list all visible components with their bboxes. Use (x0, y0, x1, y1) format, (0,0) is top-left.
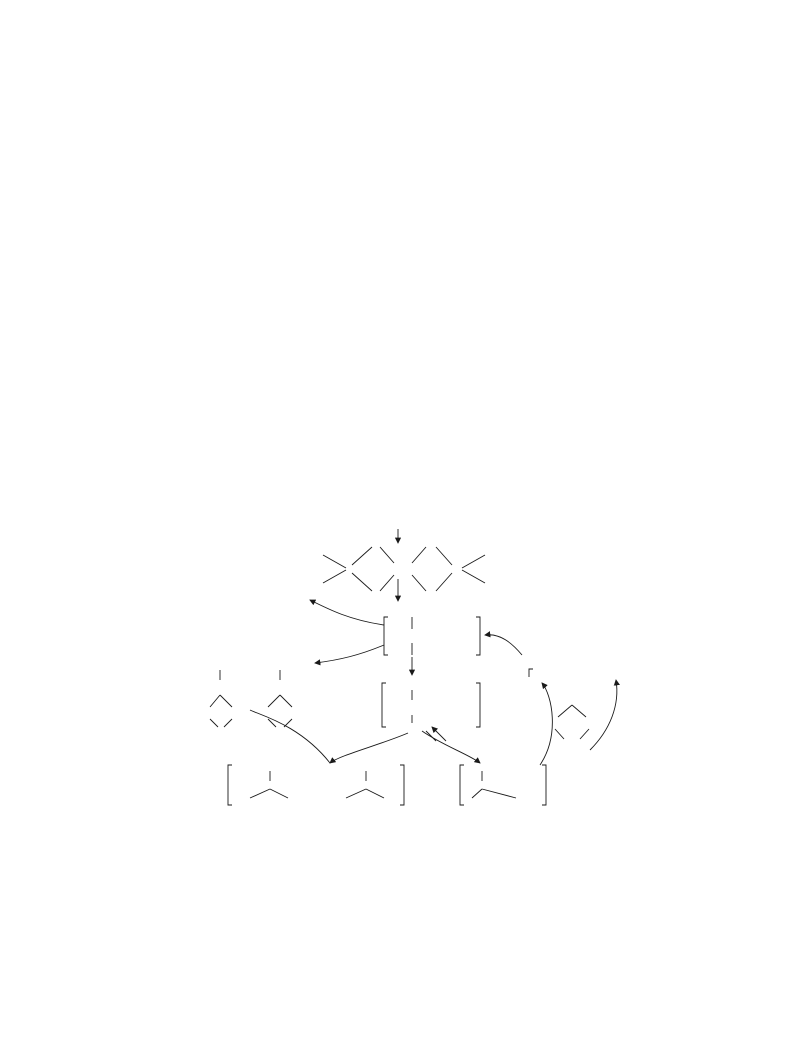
scheme-3-diagram (180, 505, 640, 830)
scheme-svg (180, 505, 640, 830)
